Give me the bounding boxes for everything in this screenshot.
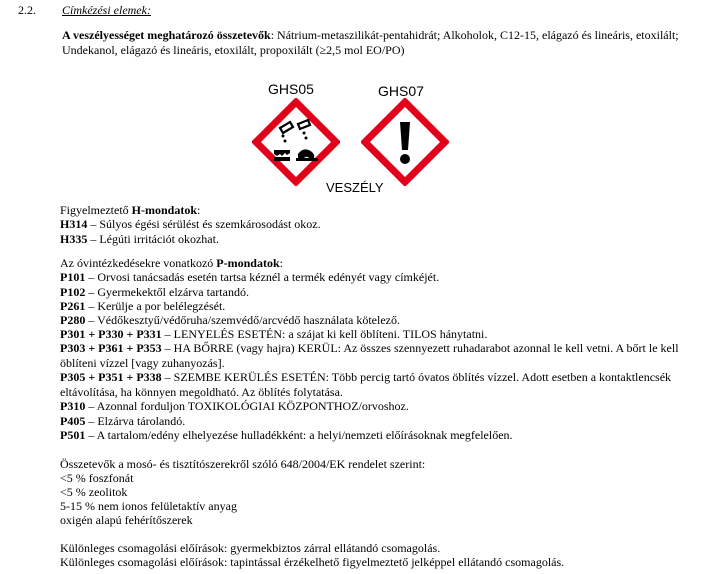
- hazard-determinants-label: A veszélyességet meghatározó összetevők: [62, 28, 271, 42]
- p-statement: P280 – Védőkesztyű/védőruha/szemvédő/arcvédő használata kötelező.: [60, 313, 400, 327]
- h-statements-intro: Figyelmeztető H-mondatok:: [60, 203, 201, 217]
- section-title: Címkézési elemek:: [62, 3, 151, 17]
- packaging-requirement: Különleges csomagolási előírások: gyermekbiztos zárral ellátandó csomagolás.: [60, 541, 441, 555]
- detergent-item: 5-15 % nem ionos felületaktív anyag: [60, 499, 237, 513]
- p-statement: P310 – Azonnal forduljon TOXIKOLÓGIAI KÖZPONTHOZ/orvoshoz.: [60, 399, 409, 413]
- detergent-item: oxigén alapú fehérítőszerek: [60, 513, 193, 527]
- hazard-determinants: [62, 28, 692, 58]
- detergent-item: <5 % foszfonát: [60, 471, 134, 485]
- p-statement: P101 – Orvosi tanácsadás esetén tartsa kéznél a termék edényét vagy címkéjét.: [60, 270, 440, 284]
- detergent-intro: Összetevők a mosó- és tisztítószerekről szóló 648/2004/EK rendelet szerint:: [60, 457, 426, 471]
- packaging-requirement: Különleges csomagolási előírások: tapintással érzékelhető figyelmeztető jelképpel ellátandó csomagolás.: [60, 555, 565, 569]
- corrosion-icon: [252, 98, 340, 186]
- p-statements-intro: Az óvintézkedésekre vonatkozó P-mondatok:: [60, 256, 283, 270]
- detergent-item: <5 % zeolitok: [60, 485, 128, 499]
- p-statement: P305 + P351 + P338 – SZEMBE KERÜLÉS ESETÉN: Több percig tartó óvatos öblítés vízzel. Adott esetben a kontaktlencsék eltávolítása, ha könnyen megoldható. Az öblítés folytatása.: [60, 370, 672, 399]
- p-statement: P261 – Kerülje a por belélegzését.: [60, 299, 226, 313]
- ghs07-label: GHS07: [378, 83, 424, 99]
- hazard-determinants-text: : Nátrium-metaszilikát-pentahidrát; Alkoholok, C12-15, elágazó és lineáris, etoxilált; Undekanol, elágazó és lineáris, etoxilált, propoxilált (≥2,5 mol EO/PO): [62, 28, 679, 57]
- exclamation-mark-icon: [361, 98, 449, 186]
- p-statement: P501 – A tartalom/edény elhelyezése hulladékként: a helyi/nemzeti előírásoknak megfelelően.: [60, 428, 513, 442]
- p-statement: P102 – Gyermekektől elzárva tartandó.: [60, 285, 249, 299]
- p-statement: P301 + P330 + P331 – LENYELÉS ESETÉN: a szájat ki kell öblíteni. TILOS hánytatni.: [60, 327, 488, 341]
- ghs05-label: GHS05: [268, 81, 314, 97]
- p-statement: P303 + P361 + P353 – HA BŐRRE (vagy hajra) KERÜL: Az összes szennyezett ruhadarabot azonnal le kell vetni. A bőrt le kell öblíteni vízzel [vagy zuhanyozás].: [60, 341, 679, 370]
- h-statement: H335 – Légúti irritációt okozhat.: [60, 232, 219, 246]
- signal-word: VESZÉLY: [326, 180, 384, 195]
- section-number: 2.2.: [18, 3, 36, 17]
- h-statement: H314 – Súlyos égési sérülést és szemkárosodást okoz.: [60, 217, 321, 231]
- p-statement: P405 – Elzárva tárolandó.: [60, 414, 186, 428]
